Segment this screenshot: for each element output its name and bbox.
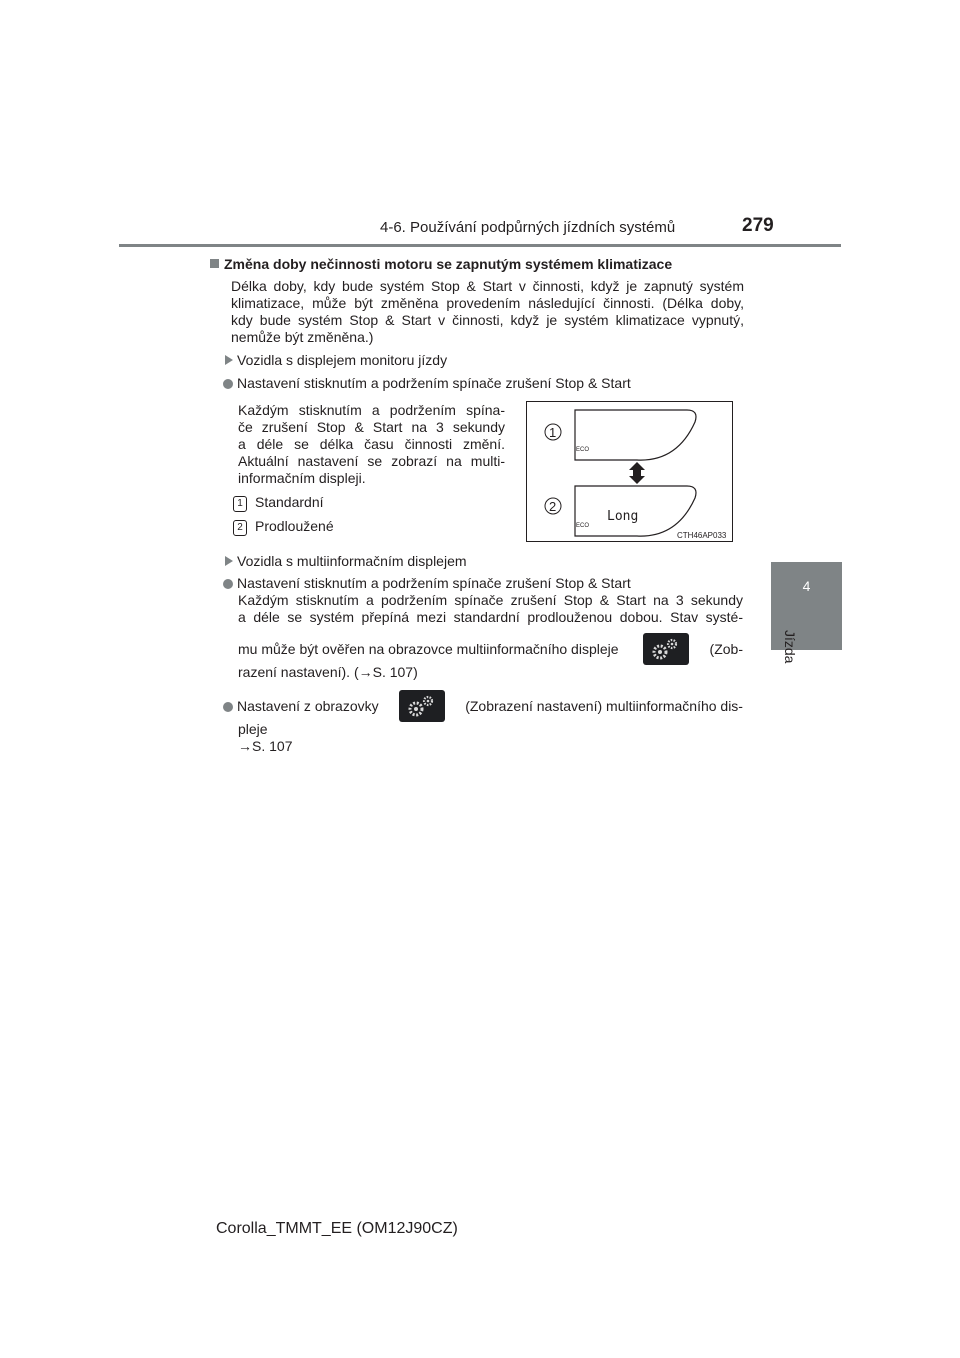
vehicles-a-label: Vozidla s displejem monitoru jízdy (225, 352, 447, 369)
eco-label-2: ECO (576, 523, 590, 529)
section-heading: Změna doby nečinnosti motoru se zapnutým systémem klimatizace (210, 256, 672, 273)
bullet-c: Nastavení z obrazovky (Zobrazení nastavení) multiinformačního dis- (223, 689, 743, 723)
vehicles-b-label: Vozidla s multiinformačním displejem (225, 553, 467, 570)
section-title: 4-6. Používání podpůrných jízdních systémů (380, 219, 676, 236)
long-indicator: Long (607, 509, 639, 524)
footer-model-code: Corolla_TMMT_EE (OM12J90CZ) (216, 1220, 458, 1237)
bullet-c-reference: →S. 107 (238, 738, 293, 754)
bullet-c-line2: pleje (238, 721, 268, 737)
display-standard-shape (575, 410, 696, 460)
square-bullet-icon (210, 259, 219, 268)
bullet-a: Nastavení stisknutím a podržením spínače zrušení Stop & Start (223, 375, 631, 392)
item-extended: 2 Prodloužené (233, 518, 334, 536)
bullet-b-line4: razení nastavení). (→S. 107) (238, 664, 418, 680)
eco-label-1: ECO (576, 447, 590, 453)
triangle-bullet-icon (225, 355, 233, 365)
circle-bullet-icon (223, 579, 233, 589)
settings-gear-icon (399, 690, 445, 722)
bullet-b-line3: mu může být ověřen na obrazovce multiinformačního displeje (Zob- (238, 632, 743, 666)
description-a: Každým stisknutím a podržením spína- če zrušení Stop & Start na 3 sekundy a déle se délka času činnosti změní. Aktuální nastavení se zobrazí na multi- informačním displeji. (238, 402, 505, 486)
circle-bullet-icon (223, 379, 233, 389)
circle-bullet-icon (223, 702, 233, 712)
display-figure (526, 401, 733, 542)
intro-paragraph: Délka doby, kdy bude systém Stop & Start v činnosti, když je zapnutý systém klimatizace, může být změněna provedením následující činnosti. (Délka doby, kdy bude systém Stop & Start v činnosti, když je systém klimatizace vypnutý, nemůže být změněna.) (231, 278, 744, 345)
toggle-arrow-icon (629, 462, 645, 484)
bullet-b-text: Každým stisknutím a podržením spínače zrušení Stop & Start na 3 sekundy a déle se systém přepíná mezi standardní prodlouženou dobou. Stav systé- (238, 592, 743, 625)
settings-gear-icon (643, 633, 689, 665)
page-number: 279 (742, 215, 774, 236)
chapter-label: Jízda (782, 630, 798, 664)
display-illustration (527, 402, 732, 541)
item-standard: 1 Standardní (233, 494, 324, 512)
number-badge: 2 (233, 520, 247, 536)
bullet-b-title: Nastavení stisknutím a podržením spínače zrušení Stop & Start (223, 575, 631, 592)
number-badge: 1 (233, 496, 247, 512)
triangle-bullet-icon (225, 556, 233, 566)
callout-2: 2 (549, 499, 557, 514)
chapter-number: 4 (802, 578, 811, 594)
callout-1: 1 (549, 425, 557, 440)
header-rule (119, 244, 841, 247)
figure-code: CTH46AP033 (677, 531, 727, 540)
